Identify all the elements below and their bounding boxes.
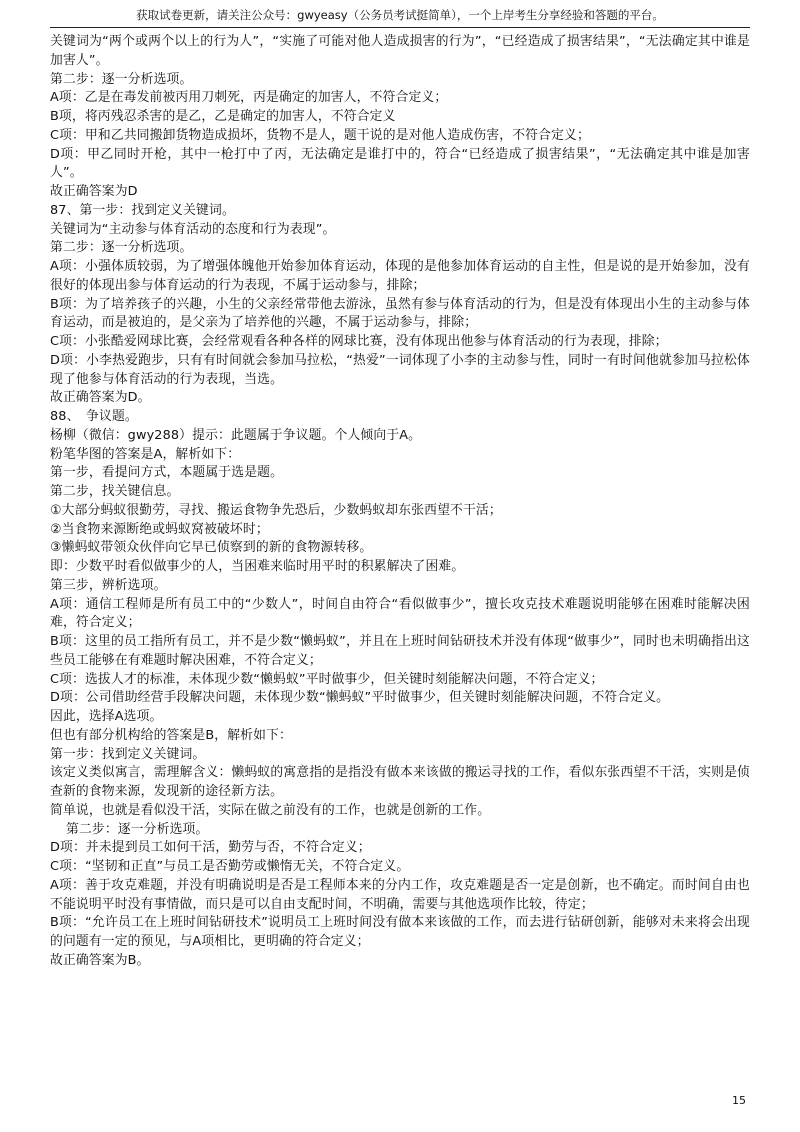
paragraph: B项：这里的员工指所有员工，并不是少数“懒蚂蚁”，并且在上班时间钻研技术并没有体现“做事少”，同时也未明确指出这些员工能够在有难题时解决困难，不符合定义； — [50, 634, 750, 668]
paragraph: C项：甲和乙共同搬卸货物造成损坏，货物不是人，题干说的是对他人造成伤害，不符合定义； — [50, 127, 590, 143]
paragraph: A项：通信工程师是所有员工中的“少数人”，时间自由符合“看似做事少”，擅长攻克技术难题说明能够在困难时能解决困难，符合定义； — [50, 596, 750, 631]
paragraph: 关键词为“两个或两个以上的行为人”，“实施了可能对他人造成损害的行为”，“已经造成了损害结果”，“无法确定其中谁是加害人”。 — [50, 34, 750, 68]
page-number: 15 — [732, 1094, 746, 1107]
paragraph: 关键词为“主动参与体育活动的态度和行为表现”。 — [50, 221, 336, 237]
paragraph: B项：为了培养孩子的兴趣，小生的父亲经常带他去游泳，虽然有参与体育活动的行为，但是没有体现出小生的主动参与体育运动，而是被迫的，是父亲为了培养他的兴趣，不属于运动参与，排除； — [50, 296, 750, 331]
paragraph: 粉笔华图的答案是A，解析如下： — [50, 446, 241, 462]
paragraph: 第二步：逐一分析选项。 — [66, 821, 209, 837]
paragraph: 第三步，辨析选项。 — [50, 577, 167, 593]
paragraph: 第一步：找到定义关键词。 — [50, 746, 206, 762]
paragraph: 杨柳（微信：gwy288）提示：此题属于争议题。个人倾向于A。 — [50, 427, 422, 443]
paragraph: ②当食物来源断绝或蚂蚁窝被破坏时； — [50, 521, 269, 537]
paragraph: B项：“允许员工在上班时间钻研技术”说明员工上班时间没有做本来该做的工作，而去进行钻研创新，能够对未来将会出现的问题有一定的预见，与A项相比，更明确的符合定义； — [50, 915, 750, 949]
paragraph: 简单说，也就是看似没干活，实际在做之前没有的工作，也就是创新的工作。 — [50, 802, 491, 818]
paragraph: D项：甲乙同时开枪，其中一枪打中了丙，无法确定是谁打中的，符合“已经造成了损害结果”，“无法确定其中谁是加害人”。 — [50, 146, 750, 181]
paragraph: 88、 争议题。 — [50, 409, 138, 424]
paragraph: 第一步，看提问方式，本题属于选是题。 — [50, 465, 284, 481]
page-body — [50, 33, 750, 971]
paragraph: D项：小李热爱跑步，只有有时间就会参加马拉松，“热爱”一词体现了小李的主动参与性，同时一有时间他就参加马拉松体现了他参与体育活动的行为表现，当选。 — [50, 352, 750, 387]
paragraph: 故正确答案为D — [50, 184, 138, 199]
paragraph: A项：乙是在毒发前被丙用刀刺死，丙是确定的加害人，不符合定义； — [50, 90, 448, 106]
paragraph: A项：善于攻克难题，并没有明确说明是否是工程师本来的分内工作，攻克难题是否一定是创新，也不确定。而时间自由也不能说明平时没有事情做，而只是可以自由支配时间，不明确，需要与其他选项作比较，待定； — [50, 877, 750, 912]
paragraph: 因此，选择A选项。 — [50, 709, 163, 724]
paragraph: 故正确答案为D。 — [50, 390, 151, 406]
paragraph: C项：选拔人才的标准，未体现少数“懒蚂蚁”平时做事少，但关键时刻能解决问题，不符合定义； — [50, 671, 604, 687]
paragraph: ③懒蚂蚁带领众伙伴向它早已侦察到的新的食物源转移。 — [50, 540, 373, 556]
paragraph: D项：并未提到员工如何干活，勤劳与否，不符合定义； — [50, 840, 371, 856]
paragraph: 第二步：逐一分析选项。 — [50, 240, 193, 256]
paragraph: 87、第一步：找到定义关键词。 — [50, 202, 235, 218]
paragraph: A项：小强体质较弱，为了增强体魄他开始参加体育运动，体现的是他参加体育运动的自主性，但是说的是开始参加，没有很好的体现出参与体育运动的行为表现，不属于运动参与，排除； — [50, 259, 750, 293]
paragraph: 但也有部分机构给的答案是B，解析如下： — [50, 727, 292, 743]
paragraph: B项，将丙残忍杀害的是乙，乙是确定的加害人，不符合定义 — [50, 109, 396, 124]
header-divider — [50, 27, 750, 28]
paragraph: 故正确答案为B。 — [50, 952, 150, 968]
paragraph: 该定义类似寓言，需理解含义：懒蚂蚁的寓意指的是指没有做本来该做的搬运寻找的工作，看似东张西望不干活，实则是侦查新的食物来源，发现新的途径新方法。 — [50, 765, 750, 799]
paragraph: D项：公司借助经营手段解决问题，未体现少数“懒蚂蚁”平时做事少，但关键时刻能解决问题，不符合定义。 — [50, 690, 670, 706]
paragraph: C项：“坚韧和正直”与员工是否勤劳或懒惰无关，不符合定义。 — [50, 859, 410, 874]
paragraph: 第二步，找关键信息。 — [50, 484, 180, 499]
paragraph: ①大部分蚂蚁很勤劳，寻找、搬运食物争先恐后，少数蚂蚁却东张西望不干活； — [50, 502, 502, 518]
paragraph: 第二步：逐一分析选项。 — [50, 71, 193, 87]
paragraph: 即：少数平时看似做事少的人，当困难来临时用平时的积累解决了困难。 — [50, 559, 465, 574]
paragraph: C项：小张酷爱网球比赛，会经常观看各种各样的网球比赛，没有体现出他参与体育活动的行为表现，排除； — [50, 334, 668, 349]
page-header: 获取试卷更新，请关注公众号：gwyeasy（公务员考试挺简单），一个上岸考生分享经验和答题的平台。 — [136, 8, 664, 22]
